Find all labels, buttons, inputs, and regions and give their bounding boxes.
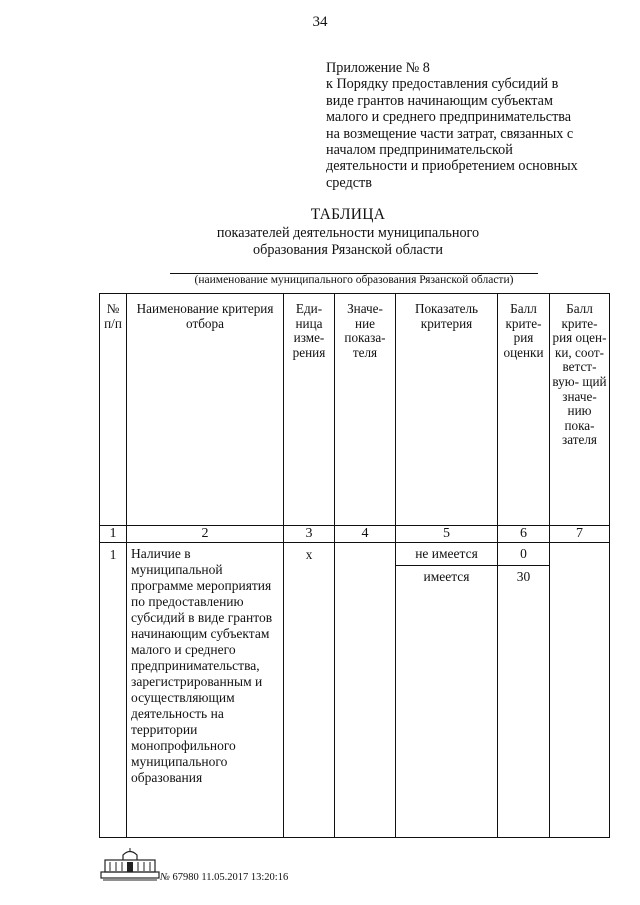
column-number: 1 [100, 526, 127, 543]
row-value [335, 543, 396, 838]
column-number: 6 [498, 526, 550, 543]
row-indicators [396, 543, 498, 838]
appendix-line: Приложение № 8 [326, 60, 430, 76]
doc-timestamp: 11.05.2017 13:20:16 [201, 872, 289, 883]
page-number: 34 [312, 14, 328, 30]
appendix-line: виде грантов начинающим субъектам [326, 92, 553, 109]
header-cell-score: Балл крите- рия оценки [498, 294, 550, 526]
indicator-present: имеется [423, 569, 470, 584]
appendix-reference [326, 60, 626, 191]
criteria-table [99, 293, 610, 838]
doc-mark: № [160, 872, 170, 883]
header-cell-matching-score: Балл крите- рия оцен- ки, соот- ветст- вую- щий значе- нию пока- зателя [550, 294, 610, 526]
column-number: 7 [550, 526, 610, 543]
appendix-line: средств [326, 174, 372, 191]
column-number: 3 [284, 526, 335, 543]
row-scores [498, 543, 550, 838]
appendix-line: началом предпринимательской [326, 142, 513, 159]
document-registration [160, 872, 288, 883]
header-cell-number: № п/п [100, 294, 127, 526]
row-matching-score [550, 543, 610, 838]
appendix-line: к Порядку предоставления субсидий в [326, 76, 559, 93]
table-row [100, 543, 610, 838]
row-criterion: Наличие в муниципальной программе мероприятия по предоставлению субсидий в виде грантов начинающим субъектам малого и среднего предпринимательства, зарегистрированным и осуществляющим деятельность на территории монопрофильного муниципального образования [127, 543, 284, 838]
column-number: 4 [335, 526, 396, 543]
header-cell-criterion: Наименование критерия отбора [127, 294, 284, 526]
score-absent: 0 [498, 543, 549, 566]
document-subtitle [0, 225, 640, 258]
doc-id: 67980 [172, 872, 199, 883]
municipality-caption: (наименование муниципального образования Рязанской области) [194, 274, 514, 286]
table-header-row [100, 294, 610, 526]
appendix-line: деятельности и приобретением основных [326, 158, 578, 175]
row-unit: х [284, 543, 335, 838]
header-cell-unit: Еди- ница изме- рения [284, 294, 335, 526]
subtitle-line: показателей деятельности муниципального [216, 225, 480, 241]
government-building-stamp-icon [99, 846, 161, 882]
column-number-row [100, 526, 610, 543]
subtitle-line: образования Рязанской области [253, 241, 443, 258]
header-cell-indicator: Показатель критерия [396, 294, 498, 526]
column-number: 2 [127, 526, 284, 543]
appendix-line: малого и среднего предпринимательства [326, 109, 572, 126]
score-present: 30 [516, 569, 531, 584]
header-cell-value: Значе- ние показа- теля [335, 294, 396, 526]
appendix-line: на возмещение части затрат, связанных с [326, 125, 574, 142]
row-number: 1 [100, 543, 127, 838]
document-title: ТАБЛИЦА [310, 206, 386, 223]
column-number: 5 [396, 526, 498, 543]
indicator-absent: не имеется [396, 543, 497, 566]
